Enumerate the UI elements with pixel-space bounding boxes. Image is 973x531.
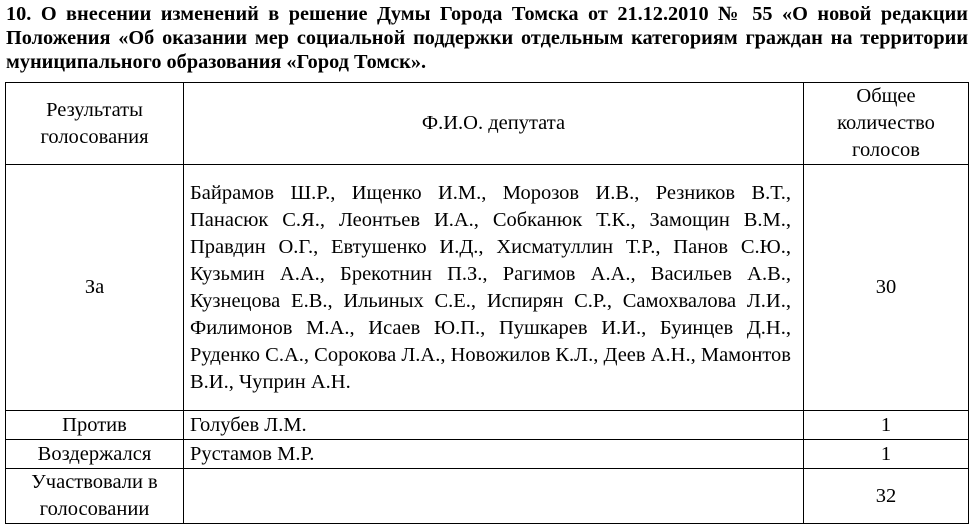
table-row: [6, 440, 969, 469]
header-result: Результаты голосования: [6, 83, 184, 165]
item-heading: 10. О внесении изменений в решение Думы Города Томска от 21.12.2010 № 55 «О новой редакции Положения «Об оказании мер социальной поддержки отдельным категориям граждан на территории муниципального образования «Город Томск».: [6, 3, 968, 73]
result-cell: Участвовали в голосовании: [6, 469, 184, 524]
voting-results-table: [5, 82, 969, 524]
count-cell: 1: [804, 411, 969, 440]
table-header-row: [6, 83, 969, 165]
header-deputy: Ф.И.О. депутата: [184, 83, 804, 165]
count-cell: 30: [804, 165, 969, 411]
table-row: [6, 469, 969, 524]
result-cell: За: [6, 165, 184, 411]
deputies-cell: Рустамов М.Р.: [184, 440, 804, 469]
result-cell: Против: [6, 411, 184, 440]
result-cell: Воздержался: [6, 440, 184, 469]
count-cell: 32: [804, 469, 969, 524]
table-row: [6, 165, 969, 411]
deputies-cell: [184, 469, 804, 524]
count-cell: 1: [804, 440, 969, 469]
table-row: [6, 411, 969, 440]
deputies-cell: Байрамов Ш.Р., Ищенко И.М., Морозов И.В., Резников В.Т., Панасюк С.Я., Леонтьев И.А., Собканюк Т.К., Замощин В.М., Правдин О.Г., Евтушенко И.Д., Хисматуллин Т.Р., Панов С.Ю., Кузьмин А.А., Брекотнин П.З., Рагимов А.А., Васильев А.В., Кузнецова Е.В., Ильиных С.Е., Испирян С.Р., Самохвалова Л.И., Филимонов М.А., Исаев Ю.П., Пушкарев И.И., Буинцев Д.Н., Руденко С.А., Сорокова Л.А., Новожилов К.Л., Деев А.Н., Мамонтов В.И., Чуприн А.Н.: [184, 165, 804, 411]
deputies-cell: Голубев Л.М.: [184, 411, 804, 440]
header-total: Общее количество голосов: [804, 83, 969, 165]
